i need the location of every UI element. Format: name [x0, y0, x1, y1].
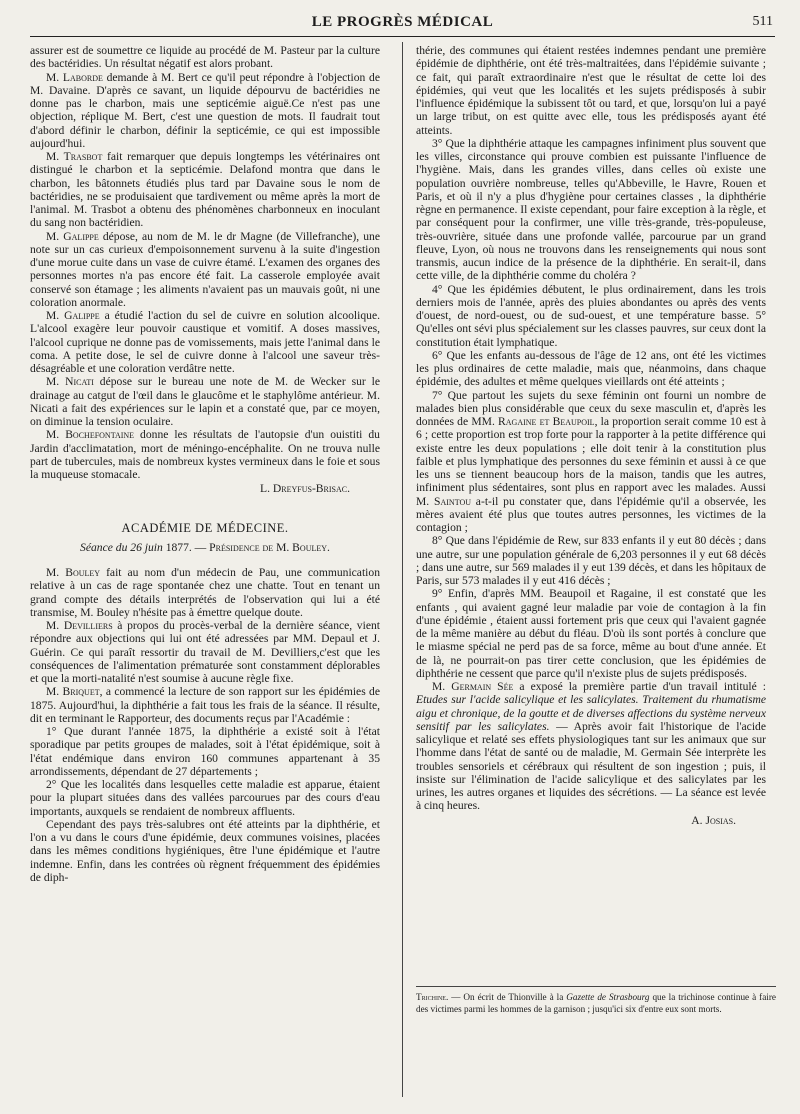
- paragraph-text: dépose sur le bureau une note de M. de Wecker sur le drainage au catgut de l'œil dans le glaucôme et le staphylôme antérieur. M. Nicati a fait des expériences sur le lapin et a constaté que, par ce moyen, on diminue la tension oculaire.: [30, 375, 380, 428]
- session-date: Séance du 26 juin: [80, 540, 163, 554]
- paragraph-text: a exposé la première partie d'un travail intitulé :: [513, 680, 766, 693]
- paragraph: assurer est de soumettre ce liquide au procédé de M. Pasteur par la culture des bactéridies. Un résultat négatif est alors probant.: [30, 44, 380, 71]
- footnote-rule: [416, 986, 776, 987]
- speaker-name: M. Devilliers: [46, 619, 113, 632]
- paragraph: [30, 71, 380, 151]
- paragraph-text: donne les résultats de l'autopsie d'un ouistiti du Jardin d'acclimatation, mort de méningo-encéphalite. On ne trouva nulle part de tubercules, mais de nombreux kystes vermineux dans le foie et sous la muqueuse stomacale.: [30, 428, 380, 481]
- paragraph-text: , a commencé la lecture de son rapport sur les épidémies de 1875. Aujourd'hui, la diphthérie a fait tous les frais de la séance. Il résulte, dit en terminant le Rapporteur, des documents reçus par l'Académie :: [30, 685, 380, 725]
- paragraph-text: fait remarquer que depuis longtemps les vétérinaires ont distingué le charbon et la septicémie. Delafond montra que dans le charbon, les bâtonnets étudiés plus tard par Davaine sous le nom de bactéridies, ne se produisaient que tardivement ou même après la mort de l'animal. M. Trasbot a obtenu des phénomènes charbonneux en inoculant du sang non bactéridien.: [30, 150, 380, 230]
- speaker-name: M. Germain Sée: [432, 680, 514, 693]
- paragraph: [30, 566, 380, 619]
- page-number: 511: [752, 14, 773, 29]
- speaker-name: M. Galippe: [46, 309, 100, 322]
- speaker-name: M. Laborde: [46, 70, 103, 84]
- page-header: [30, 10, 775, 37]
- paragraph-text: a étudié l'action du sel de cuivre en solution alcoolique. L'alcool exagère leur pouvoir caustique et vomitif. A doses massives, l'alcool cuprique ne donne pas de vomissements, mais jette l'animal dans le coma. A petite dose, le sel de cuivre donne à l'alcool une saveur très-désagréable et une coloration verdâtre nette.: [30, 309, 380, 375]
- paragraph-text: 7° Que partout les sujets du sexe féminin ont fourni un nombre de malades bien plus considérable que ceux du sexe masculin et, d'après les données de MM.: [416, 388, 766, 428]
- paragraph: thérie, des communes qui étaient restées indemnes pendant une première épidémie de diphthérie, ont été très-maltraitées, dans l'épidémie suivante ; ce fait, qui paraît extraordinaire n'est que le résultat de cette loi des épidémies, qui veut que les localités et les sujets prédisposés à subir l'influence épidémique la subissent tôt ou tard, et que, lorsqu'on lui a payé un large tribut, on est quitte avec elle, tous les prédisposés ayant été atteints.: [416, 44, 766, 137]
- paragraph: [30, 685, 380, 725]
- right-column: [416, 44, 766, 827]
- author-signature: L. Dreyfus-Brisac.: [260, 482, 350, 496]
- paragraph: Cependant des pays très-salubres ont été atteints par la diphthérie, et l'on a vu dans le cours d'une épidémie, deux communes voisines, placées dans les mêmes conditions hygiéniques, être l'une épidémique et l'autre indemne. Enfin, dans les contrées où règnent fréquemment des épidémies de diph-: [30, 817, 380, 884]
- paragraph: [416, 680, 766, 813]
- paragraph: 8° Que dans l'épidémie de Rew, sur 833 enfants il y eut 80 décès ; dans une autre, sur une population générale de 6,203 personnes il y eut 68 décès ; dans une autre, sur 569 malades il y eut 139 décès, et dans les hôpitaux de Paris, sur 573 malades il y eut 416 décès ;: [416, 534, 766, 587]
- news-brief: [416, 992, 776, 1015]
- session-line: [30, 541, 380, 554]
- paragraph-text: à propos du procès-verbal de la dernière séance, vient répondre aux objections qui lui ont été adressées par MM. Depaul et J. Guérin. Ce qui paraît ressortir du travail de M. Devilliers,c'est que les conséquences de l'alimentation prématurée sont constamment déplorables et que la morti-natalité n'est soumise à aucune règle fixe.: [30, 619, 380, 685]
- left-column: [30, 44, 380, 884]
- paragraph: [30, 375, 380, 428]
- paragraph-text: demande à M. Bert ce qu'il peut répondre à l'objection de M. Davaine. D'après ce savant, un liquide dépourvu de bactéridies ne donne pas le charbon, mais une septicémie aiguë.Ce n'est pas une objection, réplique M. Bert, c'est une question de mots. Il faudrait tout d'abord définir le charbon, définir la septicémie, ce qui est impossible aujourd'hui.: [30, 70, 380, 150]
- paragraph-text: a-t-il pu constater que, dans l'épidémie qu'il a observée, les mères avaient été plus que toutes autres personnes, les victimes de la contagion ;: [416, 494, 767, 534]
- work-title: Etudes sur l'acide salicylique et les salicylates. Traitement du rhumatisme aigu et chronique, de la goutte et de diverses affections du système nerveux sensitif par les salicylates.: [416, 693, 766, 733]
- paragraph: [416, 389, 766, 535]
- brief-heading: Trichine.: [416, 992, 449, 1002]
- paragraph: 9° Enfin, d'après MM. Beaupoil et Ragaine, il est constaté que les enfants , qui avaient gagné leur maladie par voie de contagion à la fin d'une épidémie , étaient aussi fortement pris que ceux qui l'avaient gagnée de la même manière au début du fléau. D'où ils sont portés à conclure que le miasme spécial ne perd pas de sa force, même au bout d'une année. Et de là, ne pourrait-on pas tirer cette conclusion, que les épidémies de diphthérie ne cessent que parce qu'il n'existe plus de sujets prédisposés.: [416, 587, 766, 680]
- paragraph-text: fait au nom d'un médecin de Pau, une communication relative à un cas de rage spontanée chez une chatte. Tout en tenant un grand compte des détails interprétés de l'observation qui lui a été transmise, M. Bouley n'hésite pas à émettre quelque doute.: [30, 566, 380, 619]
- paragraph: 2° Que les localités dans lesquelles cette maladie est apparue, étaient pour la plupart situées dans des vallées parcourues par des cours d'eau importants, auxquels se rendaient de nombreux affluents.: [30, 778, 380, 818]
- speaker-name: M. Briquet: [46, 685, 100, 699]
- speaker-name: M. Bochefontaine: [46, 428, 135, 442]
- paragraph-text: dépose, au nom de M. le dr Magne (de Villefranche), une note sur un cas curieux d'empoisonnement survenu à la suite d'ingestion d'une morue cuite dans un vase de cuivre étamé. L'examen des organes des personnes mortes n'a pas encore été fait. La casserole employée avait conservé son étamage ; les aliments n'avaient pas un mauvais goût, ni une coloration anormale.: [30, 229, 381, 309]
- speaker-name: Ragaine et Beaupoil: [498, 415, 595, 428]
- speaker-name: M. Bouley: [46, 566, 101, 579]
- paragraph-text: , la proportion serait comme 10 est à 6 ; cette proportion est trop forte pour la rapporter à la petite différence qui existe entre les deux populations ; elle doit tenir à la constitution plus faible et plus lymphatique des personnes du sexe féminin et aussi à ce que les uns se tiennent beaucoup hors de la maison, tandis que les autres, infiniment plus sédentaires, sont plus en rapport avec les malades. Aussi M.: [416, 415, 766, 508]
- paragraph: 4° Que les épidémies débutent, le plus ordinairement, dans les trois derniers mois de l'année, après des pluies abondantes ou après des vents d'ouest, de nord-ouest, ou de sud-ouest, et une température basse. 5° Qu'elles ont sévi plus spécialement sur les classes pauvres, sur ceux dont la constitution était lymphatique.: [416, 282, 766, 349]
- paragraph: [30, 150, 380, 230]
- section-heading: ACADÉMIE DE MÉDECINE.: [121, 520, 289, 535]
- speaker-name: M. Trasbot: [46, 150, 103, 163]
- paragraph: [30, 428, 380, 481]
- speaker-name: M. Nicati: [46, 375, 94, 389]
- paragraph: 1° Que durant l'année 1875, la diphthérie a existé soit à l'état sporadique par petits groupes de malades, soit à l'état épidémique, soit à l'état endémique dans environ 160 communes appartenant à 35 arrondissements, dépendant de 27 départements ;: [30, 725, 380, 778]
- brief-text: que la trichinose continue à faire des victimes parmi les hommes de la garnison ; jusqu'ici six d'entre eux sont morts.: [416, 992, 776, 1014]
- speaker-name: M. Galippe: [46, 229, 99, 243]
- brief-text: — On écrit de Thionville à la: [448, 992, 567, 1002]
- session-president: 1877. — Présidence de M. Bouley.: [162, 540, 330, 554]
- paragraph: [30, 619, 380, 685]
- column-divider: [402, 42, 403, 1097]
- paragraph: [30, 230, 380, 310]
- paragraph: 3° Que la diphthérie attaque les campagnes infiniment plus souvent que les villes, circonstance qui prouve combien est puissante l'influence de l'hygiène. Mais, dans les grandes villes, dans celles où existe une population ouvrière nombreuse, telles qu'Abbeville, le Havre, Rouen et Paris, et où il n'y a plus d'hygiène pour certaines classes , la diphthérie règne en permanence. Il existe cependant, pour faire exception à la règle, et par conséquent pour la confirmer, une ville très-grande, très-populeuse, très-ouvrière, située dans une profonde vallée, parcourue par un grand fleuve, Lyon, où nous ne trouvons dans les renseignements qui nous sont transmis, aucun indice de la présence de la diphthérie. En serait-il, dans cette ville, de la diphthérie comme du choléra ?: [416, 136, 766, 283]
- speaker-name: Saintou: [434, 494, 471, 508]
- author-signature: A. Josias.: [691, 813, 736, 827]
- paragraph: [30, 309, 380, 375]
- newspaper-name: Gazette de Strasbourg: [566, 992, 650, 1002]
- journal-title: LE PROGRÈS MÉDICAL: [311, 14, 494, 30]
- paragraph: 6° Que les enfants au-dessous de l'âge de 12 ans, ont été les victimes les plus ordinaires de cette maladie, mais que, néanmoins, dans chaque épidémie, des adultes et même quelques vieillards ont été atteints ;: [416, 348, 766, 389]
- paragraph-text: — Après avoir fait l'historique de l'acide salicylique et relaté ses effets physiologiques tant sur les animaux que sur l'homme dans l'état de santé ou de maladie, M. Germain Sée interprète les troubles sensoriels et cérébraux qui résultent de son ingestion ; puis, il insiste sur l'élimination de l'acide salicylique et des salicylates par les urines, les autres organes et liquides des sécrétions. — La séance est levée à cinq heures.: [416, 719, 766, 813]
